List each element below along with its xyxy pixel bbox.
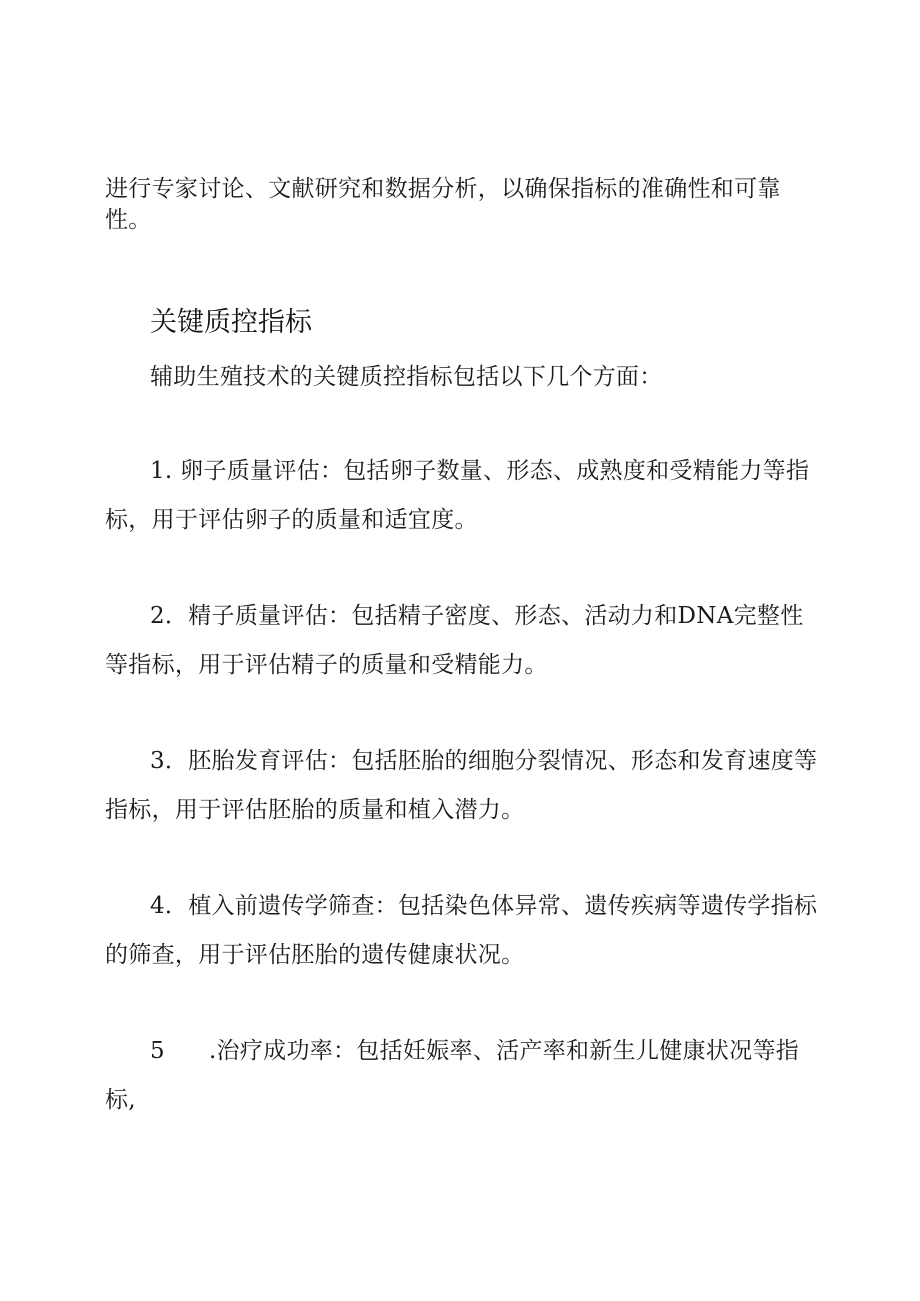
- section-heading: 关键质控指标: [150, 307, 312, 338]
- list-item-5-number: 5: [150, 1038, 165, 1064]
- intro-line-2: 性。: [105, 207, 152, 233]
- list-item-1-line-2: 标，用于评估卵子的质量和适宜度。: [105, 507, 478, 533]
- list-item-4-line-2: 的筛查，用于评估胚胎的遗传健康状况。: [105, 942, 525, 968]
- list-item-5-line-1: [150, 1040, 799, 1063]
- list-item-3-line-1: 3．胚胎发育评估：包括胚胎的细胞分裂情况、形态和发育速度等: [150, 748, 818, 774]
- section-lead: 辅助生殖技术的关键质控指标包括以下几个方面：: [150, 364, 663, 390]
- list-item-2-line-2: 等指标，用于评估精子的质量和受精能力。: [105, 652, 548, 678]
- intro-line-1: 进行专家讨论、文献研究和数据分析，以确保指标的准确性和可靠: [105, 176, 781, 202]
- list-item-2-line-1: 2．精子质量评估：包括精子密度、形态、活动力和DNA完整性: [150, 603, 804, 629]
- list-item-3-line-2: 指标，用于评估胚胎的质量和植入潜力。: [105, 797, 525, 823]
- list-item-4-line-1: 4．植入前遗传学筛查：包括染色体异常、遗传疾病等遗传学指标: [150, 893, 818, 919]
- list-item-1-line-1: 1. 卵子质量评估：包括卵子数量、形态、成熟度和受精能力等指: [150, 458, 810, 484]
- list-item-5-line-2: 标,: [105, 1087, 136, 1113]
- list-item-5-text: .治疗成功率：包括妊娠率、活产率和新生儿健康状况等指: [208, 1038, 800, 1064]
